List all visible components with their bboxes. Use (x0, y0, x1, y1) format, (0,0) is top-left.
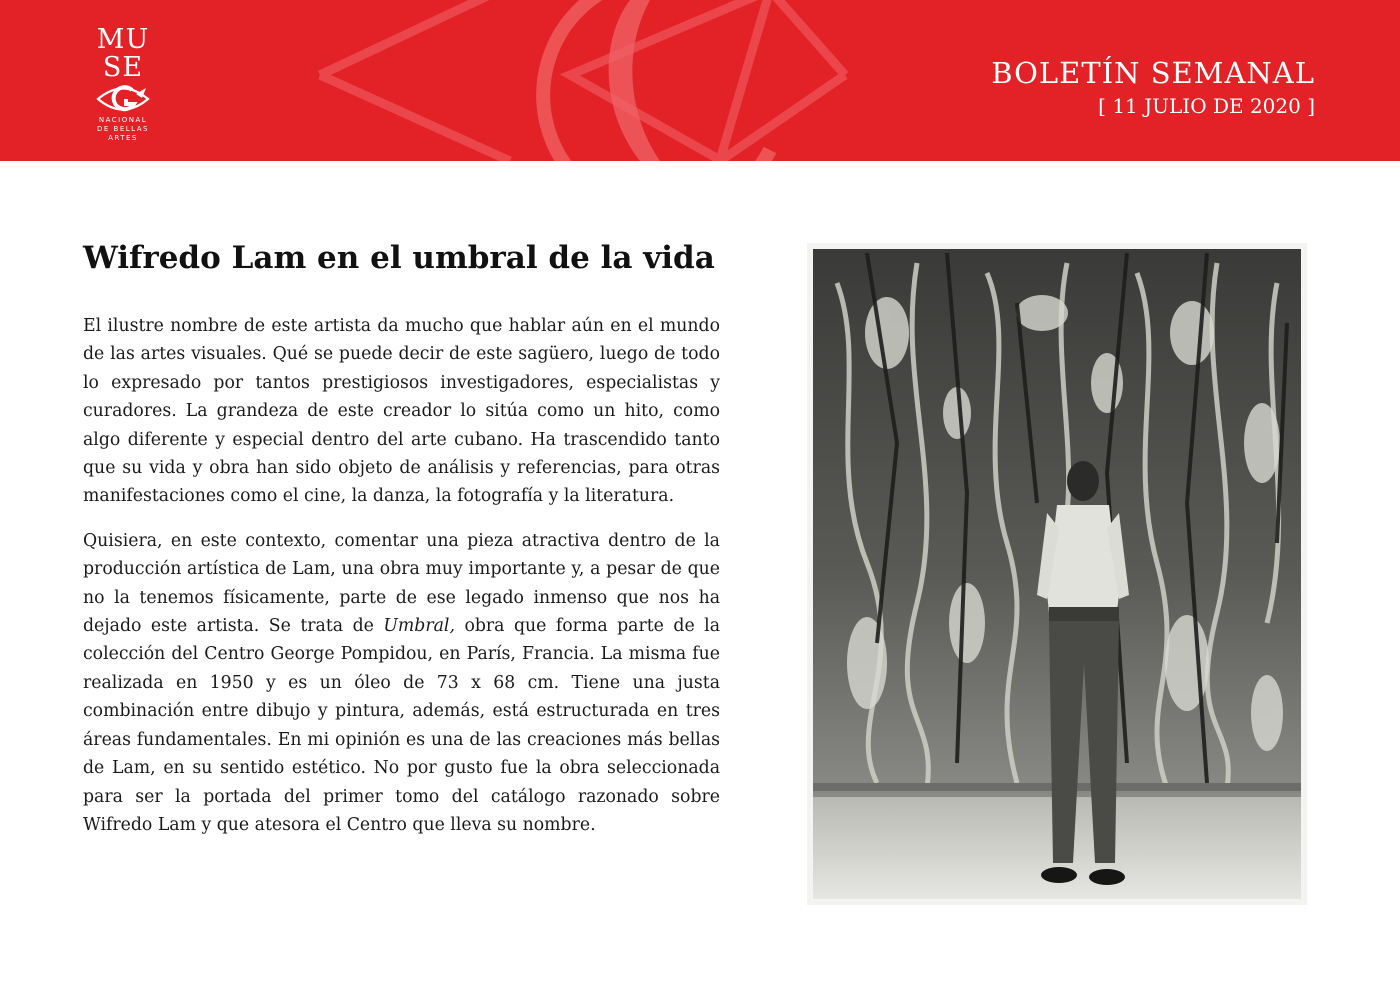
bulletin-date: [ 11 JULIO DE 2020 ] (1098, 94, 1315, 118)
header-decoration-graphic (300, 0, 880, 161)
museum-eye-logo-icon (94, 82, 152, 116)
article-paragraph-2 (83, 527, 720, 839)
paragraph-2-text-end: obra que forma parte de la colección del Centro George Pompidou, en París, Francia. La misma fue realizada en 1950 y es un óleo de 73 x 68 cm. Tiene una justa combinación entre dibujo y pintura, además, está estructurada en tres áreas fundamentales. En mi opinión es una de las creaciones más bellas de Lam, en su sentido estético. No por gusto fue la obra seleccionada para ser la portada del primer tomo del catálogo razonado sobre Wifredo Lam y que atesora el Centro que lleva su nombre. (83, 616, 720, 835)
logo-subtext-3: ARTES (108, 134, 138, 142)
header-banner (0, 0, 1400, 161)
paragraph-2-text-start: Quisiera, en este contexto, comentar una pieza atractiva dentro de la producción artística de Lam, una obra muy importante y, a pesar de que no la tenemos físicamente, parte de ese legado inmenso que nos ha dejado este artista. Se trata de (83, 530, 720, 637)
logo-text-line2: SE (102, 52, 144, 83)
article-paragraph-1: El ilustre nombre de este artista da mucho que hablar aún en el mundo de las artes visuales. Qué se puede decir de este sagüero, luego de todo lo expresado por tantos prestigiosos investigadores, especialistas y curadores. La grandeza de este creador lo sitúa como un hito, como algo diferente y especial dentro del arte cubano. Ha trascendido tanto que su vida y obra han sido objeto de análisis y referencias, para otras manifestaciones como el cine, la danza, la fotografía y la literatura. (83, 316, 720, 507)
bulletin-title: BOLETÍN SEMANAL (991, 56, 1315, 90)
artist-photo (807, 243, 1307, 905)
logo-subtext-2: DE BELLAS (97, 125, 149, 133)
museum-logo[interactable] (88, 26, 158, 146)
article-body (83, 312, 720, 855)
artwork-title-umbral: Umbral, (383, 616, 455, 637)
photo-artist-mural-image (807, 243, 1307, 905)
logo-subtext-1: NACIONAL (98, 116, 148, 124)
article-title: Wifredo Lam en el umbral de la vida (83, 240, 715, 276)
logo-text-line1: MU (96, 24, 150, 55)
